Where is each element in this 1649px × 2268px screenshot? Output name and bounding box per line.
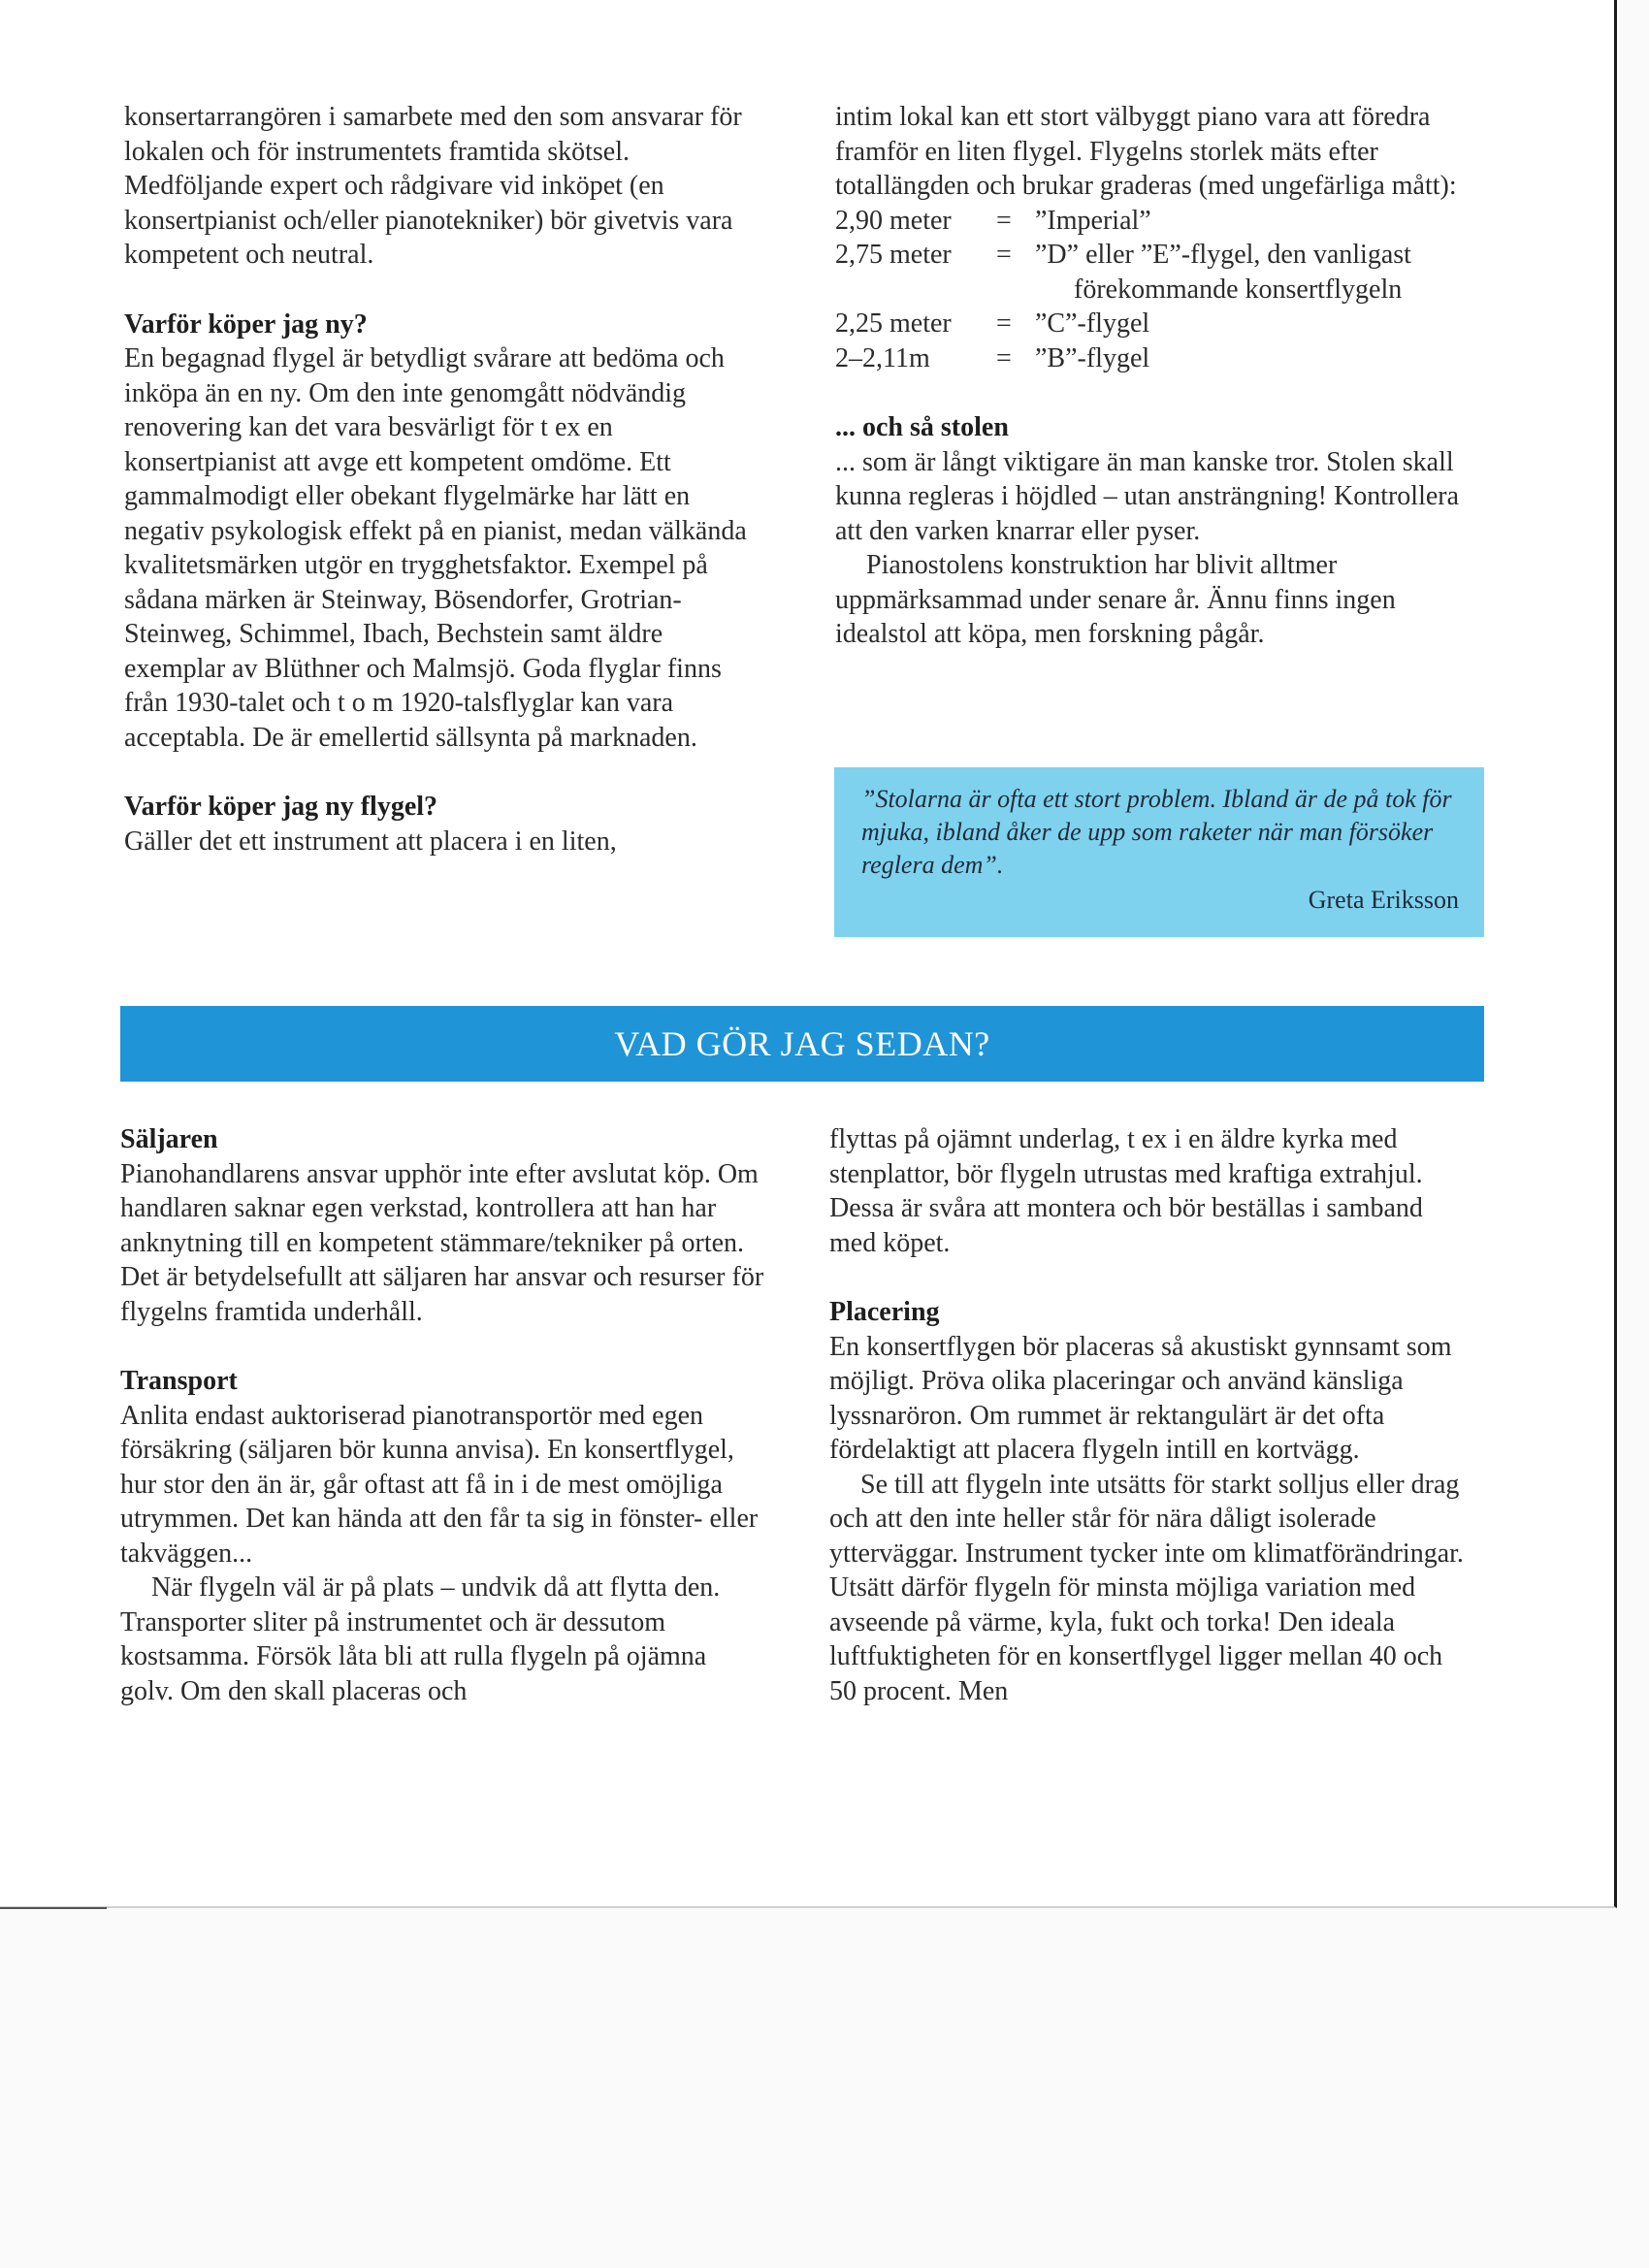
paragraph-solljus: Se till att flygeln inte utsätts för starkt solljus eller drag och att den inte heller står för nära dåligt isolerade ytterväggar. Instrument tycker inte om klimatförändringar. Utsätt därför flygeln för minsta möjliga variation med avseende på värme, kyla, fukt och torka! Den ideala luftfuktigheten för en konsertflygel ligger mellan 40 och 50 procent. Men [829,1469,1464,1706]
quote-text: ”Stolarna är ofta ett stort problem. Ibland är de på tok för mjuka, ibland åker de upp som raketer när man försöker reglera dem”. [861,785,1452,879]
paragraph-flytta-flygeln: När flygeln väl är på plats – undvik då att flytta den. Transporter sliter på instrumentet och är dessutom kostsamma. Försök låta bli att rulla flygeln på ojämna golv. Om den skall placeras och [120,1572,721,1706]
size-row [835,307,1480,341]
size-row [835,204,1480,239]
size-equals: = [996,342,1012,373]
paragraph-placering: En konsertflygen bör placeras så akustiskt gynnsamt som möjligt. Pröva olika placeringar och använd känsliga lyssnaröron. Om rummet är rektangulärt är det ofta fördelaktigt att placera flygeln intill en kortvägg. [829,1331,1452,1465]
size-row [835,341,1480,376]
size-length: 2,25 meter [835,308,952,339]
heading-transport: Transport [120,1366,238,1396]
column-2 [835,100,1480,652]
size-equals: = [996,240,1012,270]
paragraph-pianostolens-konstruktion: Pianostolens konstruktion har blivit alltmer uppmärksammad under senare år. Ännu finns ingen idealstol att köpa, men forskning pågår. [835,550,1396,649]
page-edge-line [0,1907,107,1909]
paragraph-begagnad-flygel: En begagnad flygel är betydligt svårare att bedöma och inköpa än en ny. Om den inte genomgått nödvändig renovering kan det vara besvärligt för t ex en konsertpianist att avge ett kompetent omdöme. Ett gammalmodigt eller obekant flygelmärke har lätt en negativ psykologisk effekt på en pianist, medan välkända kvalitetsmärken utgör en trygghetsfaktor. Exempel på sådana märken är Steinway, Bösendorfer, Grotrian-Steinweg, Schimmel, Ibach, Bechstein samt äldre exemplar av Blüthner och Malmsjö. Goda flyglar finns från 1930-talet och t o m 1920-talsflyglar kan vara acceptabla. De är emellertid sällsynta på marknaden. [124,343,747,753]
size-list [835,204,1480,376]
quote-author: Greta Eriksson [1308,886,1459,914]
heading-varfor-koper-jag-ny: Varför köper jag ny? [124,308,368,340]
paragraph-stolen: ... som är långt viktigare än man kanske tror. Stolen skall kunna regleras i höjdled – utan ansträngning! Kontrollera att den varken knarrar eller pyser. [835,446,1460,546]
size-description: ”C”-flygel [1035,308,1150,339]
paragraph-liten-lokal: Gäller det ett instrument att placera i en liten, [124,826,617,857]
size-description: ”Imperial” [1035,205,1151,236]
column-1-intro: konsertarrangören i samarbete med den som ansvarar för lokalen och för instrumentets framtida skötsel. Medföljande expert och rådgivare vid inköpet (en konsertpianist och/eller pianotekniker) bör givetvis vara kompetent och neutral. [124,102,742,270]
column-4-intro: flyttas på ojämnt underlag, t ex i en äldre kyrka med stenplattor, bör flygeln utrustas med kraftiga extrahjul. Dessa är svåra att montera och bör beställas i samband med köpet. [829,1124,1423,1258]
heading-saljaren: Säljaren [120,1124,218,1154]
size-length: 2–2,11m [835,342,930,373]
paragraph-saljaren: Pianohandlarens ansvar upphör inte efter avslutat köp. Om handlaren saknar egen verkstad, kontrollera att han har anknytning till en kompetent stämmare/tekniker på orten. Det är betydelsefullt att säljaren har ansvar och resurser för flygelns framtida underhåll. [120,1158,764,1327]
heading-varfor-ny-flygel: Varför köper jag ny flygel? [124,792,438,822]
heading-och-sa-stolen: ... och så stolen [835,412,1009,442]
paragraph-transport: Anlita endast auktoriserad pianotransportör med egen försäkring (säljaren bör kunna anvisa). En konsertflygel, hur stor den än är, går oftast att få in i de mest omöjliga utrymmen. Det kan hända att den får ta sig in fönster- eller takväggen... [120,1400,759,1569]
banner-title: VAD GÖR JAG SEDAN? [614,1024,990,1063]
size-length: 2,90 meter [835,205,952,236]
column-3 [120,1122,765,1708]
size-length: 2,75 meter [835,240,952,270]
size-row [835,238,1480,273]
column-2-intro: intim lokal kan ett stort välbyggt piano vara att föredra framför en liten flygel. Flygelns storlek mäts efter totallängden och brukar graderas (med ungefärliga mått): [835,102,1457,201]
column-4 [829,1122,1474,1708]
section-banner [120,1006,1484,1082]
size-description-continued: förekommande konsertflygeln [1074,274,1403,305]
size-equals: = [996,205,1012,236]
heading-placering: Placering [829,1297,940,1327]
column-1 [124,100,769,859]
size-description: ”D” eller ”E”-flygel, den vanligast [1035,240,1411,270]
size-description: ”B”-flygel [1035,342,1150,373]
quote-box [834,767,1484,937]
size-equals: = [996,308,1012,339]
